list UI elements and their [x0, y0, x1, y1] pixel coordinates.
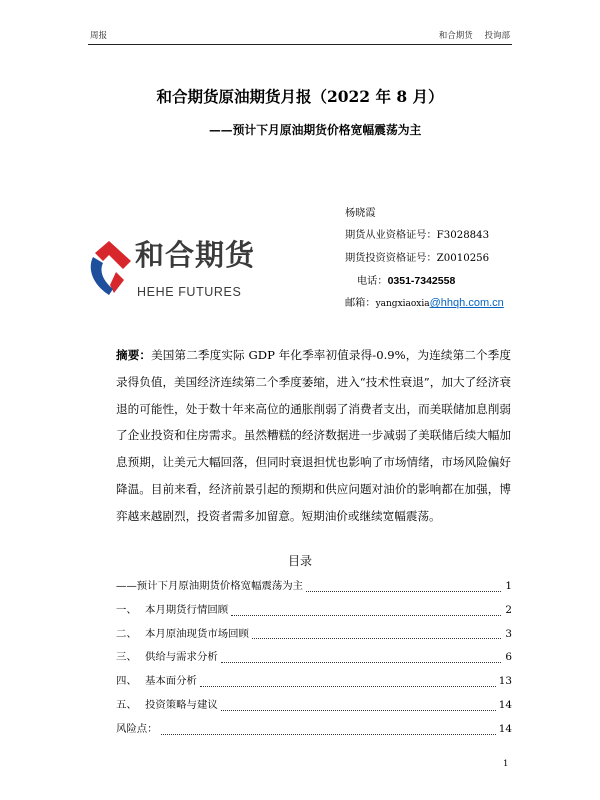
toc-entry-number: 二、: [116, 627, 137, 640]
toc-entry-title: 风险点：: [116, 722, 158, 735]
toc-dot-leader: [306, 591, 501, 592]
toc-entry-page: 14: [498, 699, 512, 712]
page-number: 1: [503, 759, 509, 769]
author-phone: [345, 270, 504, 292]
toc-entry[interactable]: [116, 575, 512, 599]
author-name: 杨晓霞: [345, 208, 376, 219]
toc-dot-leader: [231, 615, 501, 616]
document-title: 和合期货原油期货月报（2022 年 8 月）: [156, 87, 444, 106]
author-info: [345, 203, 504, 314]
report-type-label: 周报: [90, 31, 108, 41]
toc-dot-leader: [161, 734, 496, 735]
abstract-label: 摘要：: [116, 348, 152, 362]
toc-entry-title: 本月期货行情回顾: [145, 603, 229, 616]
document-subtitle: ——预计下月原油期货价格宽幅震荡为主: [209, 123, 422, 137]
email-user: yangxiaoxia: [375, 299, 430, 310]
toc-entry-page: 14: [498, 722, 512, 735]
toc-entry-title: 供给与需求分析: [145, 651, 218, 664]
toc-dot-leader: [221, 662, 501, 663]
company-logo: [89, 236, 256, 304]
phone-number: 0351-7342558: [387, 274, 456, 287]
toc-entry-page: 3: [505, 627, 512, 640]
phone-label: 电话：: [357, 275, 388, 287]
hehe-logo-icon: [89, 239, 133, 297]
header-company: 和合期货: [438, 31, 473, 41]
page-header: [88, 29, 512, 45]
toc-entry-title: 基本面分析: [145, 675, 197, 688]
toc-entry-page: 6: [505, 651, 512, 664]
abstract-paragraph: [116, 342, 511, 530]
toc-entry-number: 一、: [116, 603, 137, 616]
toc-entry[interactable]: [116, 694, 512, 718]
investment-license: 期货投资资格证号：Z0010256: [345, 252, 490, 264]
toc-entry[interactable]: [116, 623, 512, 647]
toc-entry[interactable]: [116, 718, 512, 742]
toc-dot-leader: [252, 638, 501, 639]
email-link[interactable]: @hhqh.com.cn: [429, 297, 504, 310]
logo-text-cn: 和合期货: [135, 240, 256, 272]
logo-text-en: HEHE FUTURES: [137, 285, 242, 299]
toc-entry-title: 本月原油现货市场回顾: [145, 627, 249, 640]
toc-entry-page: 2: [505, 603, 512, 616]
toc-entry[interactable]: [116, 670, 512, 694]
toc-entry[interactable]: [116, 599, 512, 623]
toc-dot-leader: [221, 710, 496, 711]
toc-entry-number: 四、: [116, 675, 137, 688]
email-label: 邮箱：: [345, 298, 376, 310]
toc-heading: 目录: [287, 554, 312, 568]
toc-entry-page: 1: [505, 580, 512, 592]
header-org: [439, 31, 510, 41]
abstract-text: 美国第二季度实际 GDP 年化季率初值录得-0.9%，为连续第二个季度录得负值，美国经济连续第二个季度萎缩，进入“技术性衰退”，加大了经济衰退的可能性，处于数十年来高位的通胀削弱了消费者支出，而美联储加息削弱了企业投资和住房需求。虽然糟糕的经济数据进一步减弱了美联储后续大幅加息预期，让美元大幅回落，但同时衰退担忧也影响了市场情绪，市场风险偏好降温。目前来看，经济前景引起的预期和供应问题对油价的影响都在加强，博弈越来越剧烈，投资者需多加留意。短期油价或继续宽幅震荡。: [116, 348, 511, 523]
toc-dot-leader: [200, 686, 496, 687]
toc-entry-page: 13: [498, 675, 512, 688]
practice-license: 期货从业资格证号：F3028843: [345, 230, 490, 242]
toc-entry-number: 五、: [116, 699, 137, 712]
toc-entry-title: ——预计下月原油期货价格宽幅震荡为主: [116, 580, 304, 592]
toc-entry-number: 三、: [116, 651, 137, 664]
author-email: [345, 292, 504, 314]
table-of-contents: [116, 575, 512, 742]
toc-entry-title: 投资策略与建议: [145, 699, 218, 712]
header-department: 投询部: [484, 31, 510, 41]
toc-entry[interactable]: [116, 646, 512, 670]
